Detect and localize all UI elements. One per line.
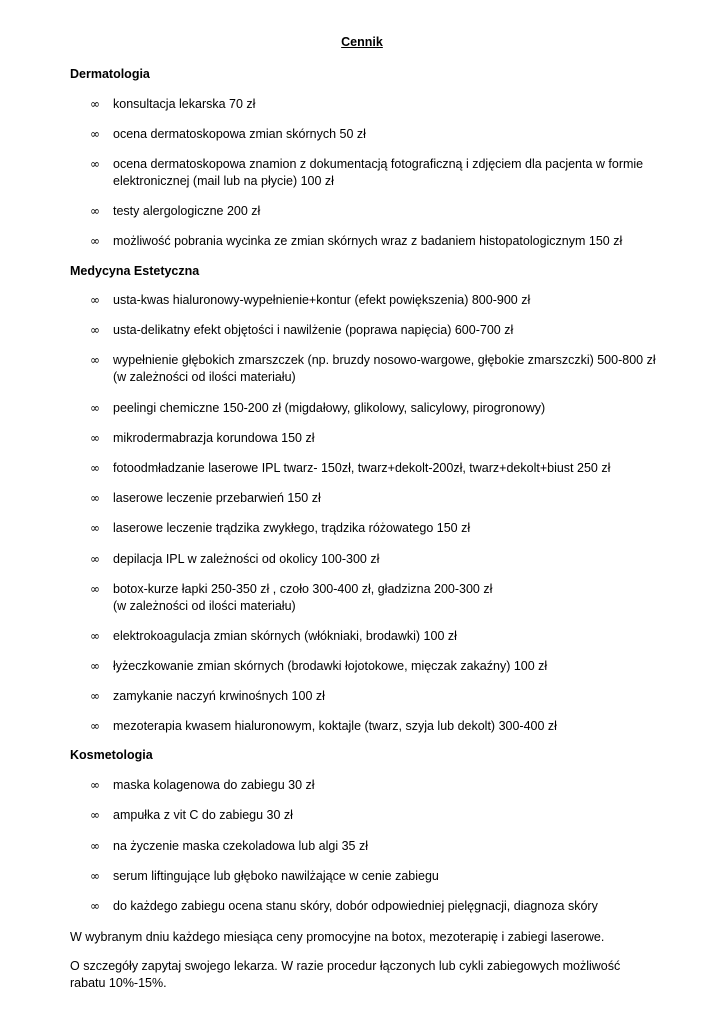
infinity-icon: ∞: [90, 293, 100, 307]
list-item-text: mikrodermabrazja korundowa 150 zł: [113, 431, 315, 445]
list-item: [90, 156, 670, 190]
list-item: [90, 203, 670, 220]
section-heading: Kosmetologia: [70, 748, 153, 762]
infinity-icon: ∞: [90, 461, 100, 475]
list-item: [90, 126, 670, 143]
list-item: [90, 628, 670, 645]
list-item: [90, 658, 670, 675]
infinity-icon: ∞: [90, 491, 100, 505]
list-item: [90, 400, 670, 417]
list-item-text: usta-kwas hialuronowy-wypełnienie+kontur (efekt powiększenia) 800-900 zł: [113, 293, 531, 307]
section-heading: Medycyna Estetyczna: [70, 264, 200, 278]
list-item: [90, 520, 670, 537]
infinity-icon: ∞: [90, 157, 100, 171]
page-title: Cennik: [341, 35, 383, 49]
list-item: [90, 430, 670, 447]
infinity-icon: ∞: [90, 869, 100, 883]
list-item-text: łyżeczkowanie zmian skórnych (brodawki łojotokowe, mięczak zakaźny) 100 zł: [113, 659, 548, 673]
list-item: [90, 868, 670, 885]
infinity-icon: ∞: [90, 659, 100, 673]
infinity-icon: ∞: [90, 401, 100, 415]
list-item: [90, 322, 670, 339]
infinity-icon: ∞: [90, 234, 100, 248]
list-item-text: fotoodmładzanie laserowe IPL twarz- 150zł, twarz+dekolt-200zł, twarz+dekolt+biust 250 zł: [113, 461, 611, 475]
infinity-icon: ∞: [90, 719, 100, 733]
list-item: [90, 718, 670, 735]
list-item-text: serum liftingujące lub głęboko nawilżające w cenie zabiegu: [113, 869, 439, 883]
list-item-text: do każdego zabiegu ocena stanu skóry, dobór odpowiedniej pielęgnacji, diagnoza skóry: [113, 899, 598, 913]
infinity-icon: ∞: [90, 127, 100, 141]
list-item-text: elektrokoagulacja zmian skórnych (włókniaki, brodawki) 100 zł: [113, 629, 457, 643]
list-item-text: testy alergologiczne 200 zł: [113, 204, 261, 218]
infinity-icon: ∞: [90, 521, 100, 535]
list-item-text: wypełnienie głębokich zmarszczek (np. bruzdy nosowo-wargowe, głębokie zmarszczki) 500-800 zł (w zależności od ilości materiału): [113, 353, 656, 384]
list-item-text: botox-kurze łapki 250-350 zł , czoło 300-400 zł, gładzizna 200-300 zł (w zależności od ilości materiału): [113, 582, 493, 613]
infinity-icon: ∞: [90, 431, 100, 445]
list-item-text: usta-delikatny efekt objętości i nawilżenie (poprawa napięcia) 600-700 zł: [113, 323, 514, 337]
list-item: [90, 838, 670, 855]
list-item: [90, 807, 670, 824]
list-item-text: ocena dermatoskopowa znamion z dokumentacją fotograficzną i zdjęciem dla pacjenta w formie elektronicznej (mail lub na płycie) 100 zł: [113, 157, 644, 188]
list-item: [90, 551, 670, 568]
list-item: [90, 233, 670, 250]
list-item-text: mezoterapia kwasem hialuronowym, koktajle (twarz, szyja lub dekolt) 300-400 zł: [113, 719, 557, 733]
infinity-icon: ∞: [90, 204, 100, 218]
list-item-text: laserowe leczenie trądzika zwykłego, trądzika różowatego 150 zł: [113, 521, 471, 535]
list-item-text: maska kolagenowa do zabiegu 30 zł: [113, 778, 315, 792]
list-item-text: możliwość pobrania wycinka ze zmian skórnych wraz z badaniem histopatologicznym 150 zł: [113, 234, 623, 248]
section-heading: Dermatologia: [70, 67, 150, 81]
infinity-icon: ∞: [90, 899, 100, 913]
infinity-icon: ∞: [90, 353, 100, 367]
list-item-text: konsultacja lekarska 70 zł: [113, 97, 256, 111]
infinity-icon: ∞: [90, 778, 100, 792]
infinity-icon: ∞: [90, 808, 100, 822]
infinity-icon: ∞: [90, 97, 100, 111]
infinity-icon: ∞: [90, 552, 100, 566]
list-item: [90, 292, 670, 309]
list-item: [90, 460, 670, 477]
list-item: [90, 777, 670, 794]
list-item: [90, 898, 670, 915]
infinity-icon: ∞: [90, 323, 100, 337]
list-item: [90, 581, 670, 615]
infinity-icon: ∞: [90, 839, 100, 853]
list-item: [90, 688, 670, 705]
list-item-text: zamykanie naczyń krwinośnych 100 zł: [113, 689, 325, 703]
list-item-text: ocena dermatoskopowa zmian skórnych 50 zł: [113, 127, 366, 141]
list-item-text: peelingi chemiczne 150-200 zł (migdałowy, glikolowy, salicylowy, pirogronowy): [113, 401, 546, 415]
list-item-text: na życzenie maska czekoladowa lub algi 35 zł: [113, 839, 368, 853]
infinity-icon: ∞: [90, 689, 100, 703]
list-item-text: laserowe leczenie przebarwień 150 zł: [113, 491, 321, 505]
list-item-text: ampułka z vit C do zabiegu 30 zł: [113, 808, 293, 822]
list-item-text: depilacja IPL w zależności od okolicy 100-300 zł: [113, 552, 380, 566]
list-item: [90, 352, 670, 386]
footer-note: W wybranym dniu każdego miesiąca ceny promocyjne na botox, mezoterapię i zabiegi laserowe.: [70, 930, 605, 944]
list-item: [90, 96, 670, 113]
footer-note: O szczegóły zapytaj swojego lekarza. W razie procedur łączonych lub cykli zabiegowych możliwość rabatu 10%-15%.: [70, 959, 621, 990]
infinity-icon: ∞: [90, 629, 100, 643]
list-item: [90, 490, 670, 507]
infinity-icon: ∞: [90, 582, 100, 596]
